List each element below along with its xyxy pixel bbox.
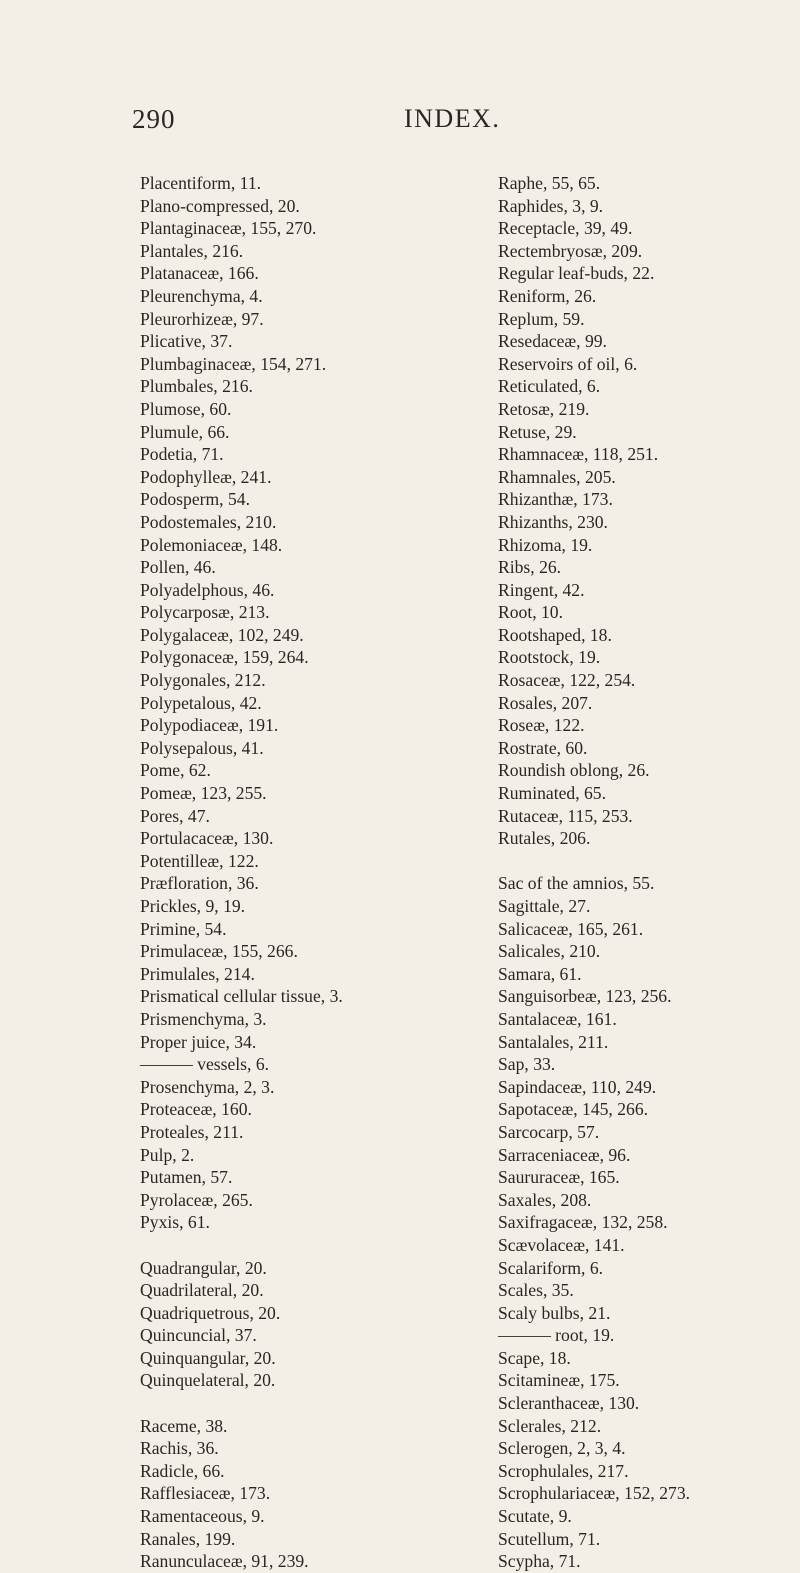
index-entry: Raphe, 55, 65. [498,173,601,193]
index-entry: Rosales, 207. [498,692,593,713]
index-entry: Root, 10. [498,602,564,623]
index-entry: Pyxis, 61. [140,1212,210,1233]
index-entry: Resedaceæ, 99. [498,331,607,352]
index-entry: Scape, 18. [498,1347,571,1368]
index-entry: Ranunculaceæ, 91, 239. [140,1551,309,1572]
index-entry: Reservoirs of oil, 6. [498,353,638,374]
index-entry: Sarcocarp, 57. [498,1121,600,1142]
index-entry: Pyrolaceæ, 265. [140,1189,253,1210]
index-entry: Platanaceæ, 166. [140,263,259,284]
index-entry: Radicle, 66. [140,1460,225,1481]
index-entry: Salicaceæ, 165, 261. [498,918,644,939]
index-entry: Primulales, 214. [140,963,255,984]
index-entry: Plumose, 60. [140,398,232,419]
index-entry: ——— root, 19. [498,1325,615,1346]
index-entry: Samara, 61. [498,963,582,984]
index-entry: Rosaceæ, 122, 254. [498,670,636,691]
index-entry: Santalales, 211. [498,1031,609,1052]
index-entry: Quinquangular, 20. [140,1347,276,1368]
index-entry: Rhamnales, 205. [498,466,616,487]
index-entry: Plantaginaceæ, 155, 270. [140,218,317,239]
index-entry: Podetia, 71. [140,444,224,465]
index-entry: Sapotaceæ, 145, 266. [498,1099,649,1120]
index-entry: Proteales, 211. [140,1121,244,1142]
index-entry: Scutellum, 71. [498,1528,601,1549]
group-separator [140,1234,343,1257]
index-entry: Potentilleæ, 122. [140,850,259,871]
index-entry: Quincuncial, 37. [140,1325,257,1346]
index-column-right [498,172,690,1573]
index-entry: Pomeæ, 123, 255. [140,783,267,804]
index-entry: Replum, 59. [498,308,585,329]
index-entry: Receptacle, 39, 49. [498,218,633,239]
index-entry: Polygonaceæ, 159, 264. [140,647,309,668]
index-entry: Pores, 47. [140,805,210,826]
index-entry: Scrophulales, 217. [498,1460,629,1481]
index-entry: Polyadelphous, 46. [140,579,275,600]
page-title: INDEX. [404,104,501,133]
index-entry: Reticulated, 6. [498,376,601,397]
index-entry: Prickles, 9, 19. [140,896,246,916]
index-entry: Plano-compressed, 20. [140,195,300,216]
index-entry: Rutaceæ, 115, 253. [498,805,633,826]
index-entry: Pulp, 2. [140,1144,195,1165]
index-entry: Polysepalous, 41. [140,737,264,758]
index-entry: Sclerales, 212. [498,1415,602,1436]
index-entry: Rhizoma, 19. [498,534,593,555]
index-entry: Saxifragaceæ, 132, 258. [498,1212,668,1233]
index-entry: Scitamineæ, 175. [498,1370,620,1391]
index-entry: Polygalaceæ, 102, 249. [140,624,304,645]
index-entry: Rachis, 36. [140,1438,219,1459]
index-entry: Rootshaped, 18. [498,624,612,645]
index-entry: Saxales, 208. [498,1189,592,1210]
index-entry: Ranales, 199. [140,1528,236,1549]
index-entry: Sapindaceæ, 110, 249. [498,1076,657,1097]
index-entry: Rhamnaceæ, 118, 251. [498,444,659,465]
index-entry: Quadriquetrous, 20. [140,1302,281,1323]
index-entry: Rhizanthæ, 173. [498,489,613,510]
group-separator [498,850,690,873]
index-entry: Podosperm, 54. [140,489,250,510]
index-entry: Proteaceæ, 160. [140,1099,252,1120]
page-header [0,104,800,138]
index-entry: Primulaceæ, 155, 266. [140,941,298,962]
index-entry: ——— vessels, 6. [140,1054,270,1075]
index-entry: Ramentaceous, 9. [140,1506,265,1527]
index-entry: Prosenchyma, 2, 3. [140,1076,275,1097]
index-entry: Ribs, 26. [498,557,562,578]
index-entry: Pome, 62. [140,760,211,781]
index-entry: Rootstock, 19. [498,647,601,668]
index-entry: Quinquelateral, 20. [140,1370,276,1391]
index-entry: Sac of the amnios, 55. [498,873,655,894]
group-separator [140,1392,343,1415]
index-entry: Santalaceæ, 161. [498,1008,617,1029]
index-entry: Præfloration, 36. [140,873,259,894]
index-entry: Plantales, 216. [140,240,244,261]
index-entry: Podostemales, 210. [140,511,277,532]
index-entry: Retuse, 29. [498,421,577,442]
index-entry: Raceme, 38. [140,1415,228,1436]
index-entry: Scales, 35. [498,1280,574,1301]
index-entry: Portulacaceæ, 130. [140,828,274,849]
index-entry: Scævolaceæ, 141. [498,1234,625,1255]
index-entry: Quadrilateral, 20. [140,1280,264,1301]
index-entry: Sap, 33. [498,1054,556,1075]
index-entry: Pleurorhizeæ, 97. [140,308,264,329]
index-entry: Scrophulariaceæ, 152, 273. [498,1483,691,1504]
index-entry: Plicative, 37. [140,331,233,352]
index-entry: Scaly bulbs, 21. [498,1302,611,1323]
index-entry: Scleranthaceæ, 130. [498,1393,640,1414]
index-entry: Regular leaf-buds, 22. [498,263,655,284]
index-entry: Placentiform, 11. [140,173,262,193]
page-number: 290 [132,104,176,134]
index-entry: Rafflesiaceæ, 173. [140,1483,271,1504]
index-entry: Rutales, 206. [498,828,591,849]
index-entry: Rhizanths, 230. [498,511,608,532]
index-entry: Scalariform, 6. [498,1257,604,1278]
index-entry: Roseæ, 122. [498,715,585,736]
index-column-left [140,172,343,1573]
index-entry: Ringent, 42. [498,579,585,600]
index-entry: Quadrangular, 20. [140,1257,267,1278]
index-entry: Roundish oblong, 26. [498,760,650,781]
index-entry: Scypha, 71. [498,1551,581,1572]
index-entry: Polemoniaceæ, 148. [140,534,283,555]
index-entry: Plumule, 66. [140,421,230,442]
index-entry: Prismatical cellular tissue, 3. [140,986,343,1007]
index-entry: Polygonales, 212. [140,670,266,691]
index-entry: Plumbaginaceæ, 154, 271. [140,353,327,374]
index-entry: Pleurenchyma, 4. [140,285,263,306]
index-entry: Primine, 54. [140,918,227,939]
index-entry: Reniform, 26. [498,285,597,306]
index-entry: Pollen, 46. [140,557,216,578]
index-entry: Raphides, 3, 9. [498,195,604,216]
index-entry: Salicales, 210. [498,941,601,962]
index-entry: Sclerogen, 2, 3, 4. [498,1438,626,1459]
index-entry: Podophylleæ, 241. [140,466,272,487]
index-entry: Sarraceniaceæ, 96. [498,1144,631,1165]
index-entry: Sagittale, 27. [498,896,591,916]
index-entry: Plumbales, 216. [140,376,253,397]
index-entry: Scutate, 9. [498,1506,572,1527]
index-entry: Retosæ, 219. [498,398,590,419]
index-entry: Polypodiaceæ, 191. [140,715,279,736]
index-entry: Saururaceæ, 165. [498,1167,620,1188]
index-entry: Rostrate, 60. [498,737,588,758]
index-entry: Prismenchyma, 3. [140,1008,267,1029]
index-entry: Polycarposæ, 213. [140,602,270,623]
index-entry: Rectembryosæ, 209. [498,240,643,261]
index-entry: Polypetalous, 42. [140,692,262,713]
index-entry: Putamen, 57. [140,1167,233,1188]
index-entry: Proper juice, 34. [140,1031,257,1052]
index-entry: Sanguisorbeæ, 123, 256. [498,986,672,1007]
index-entry: Ruminated, 65. [498,783,606,804]
